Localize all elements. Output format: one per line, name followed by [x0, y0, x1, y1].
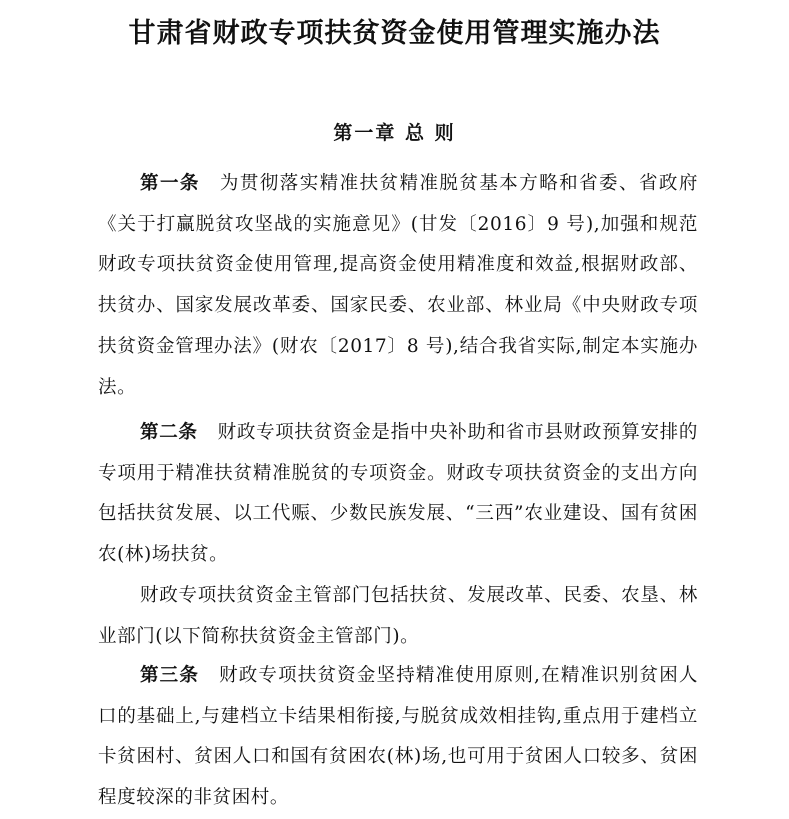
article-number: 第三条: [140, 665, 200, 686]
article-1-paragraph: [98, 164, 698, 408]
article-number: 第一条: [140, 173, 200, 194]
article-text: 为贯彻落实精准扶贫精准脱贫基本方略和省委、省政府《关于打赢脱贫攻坚战的实施意见》(甘发〔2016〕9 号),加强和规范财政专项扶贫资金使用管理,提高资金使用精准度和效益,根据财政部、扶贫办、国家发展改革委、国家民委、农业部、林业局《中央财政专项扶贫资金管理办法》(财农〔2017〕8 号),结合我省实际,制定本实施办法。: [98, 173, 698, 398]
article-2-paragraph: [98, 413, 698, 576]
paragraph-text: 财政专项扶贫资金主管部门包括扶贫、发展改革、民委、农垦、林业部门(以下简称扶贫资金主管部门)。: [98, 585, 698, 647]
article-text: 财政专项扶贫资金是指中央补助和省市县财政预算安排的专项用于精准扶贫精准脱贫的专项资金。财政专项扶贫资金的支出方向包括扶贫发展、以工代赈、少数民族发展、“三西”农业建设、国有贫困农(林)场扶贫。: [98, 422, 698, 566]
article-2-continuation-paragraph: [98, 576, 698, 657]
article-text: 财政专项扶贫资金坚持精准使用原则,在精准识别贫困人口的基础上,与建档立卡结果相衔接,与脱贫成效相挂钩,重点用于建档立卡贫困村、贫困人口和国有贫困农(林)场,也可用于贫困人口较多、贫困程度较深的非贫困村。: [98, 665, 698, 809]
article-number: 第二条: [140, 422, 198, 443]
article-3-paragraph: [98, 656, 698, 819]
document-title: 甘肃省财政专项扶贫资金使用管理实施办法: [128, 18, 661, 49]
chapter-title: 第一章 总 则: [333, 122, 456, 144]
